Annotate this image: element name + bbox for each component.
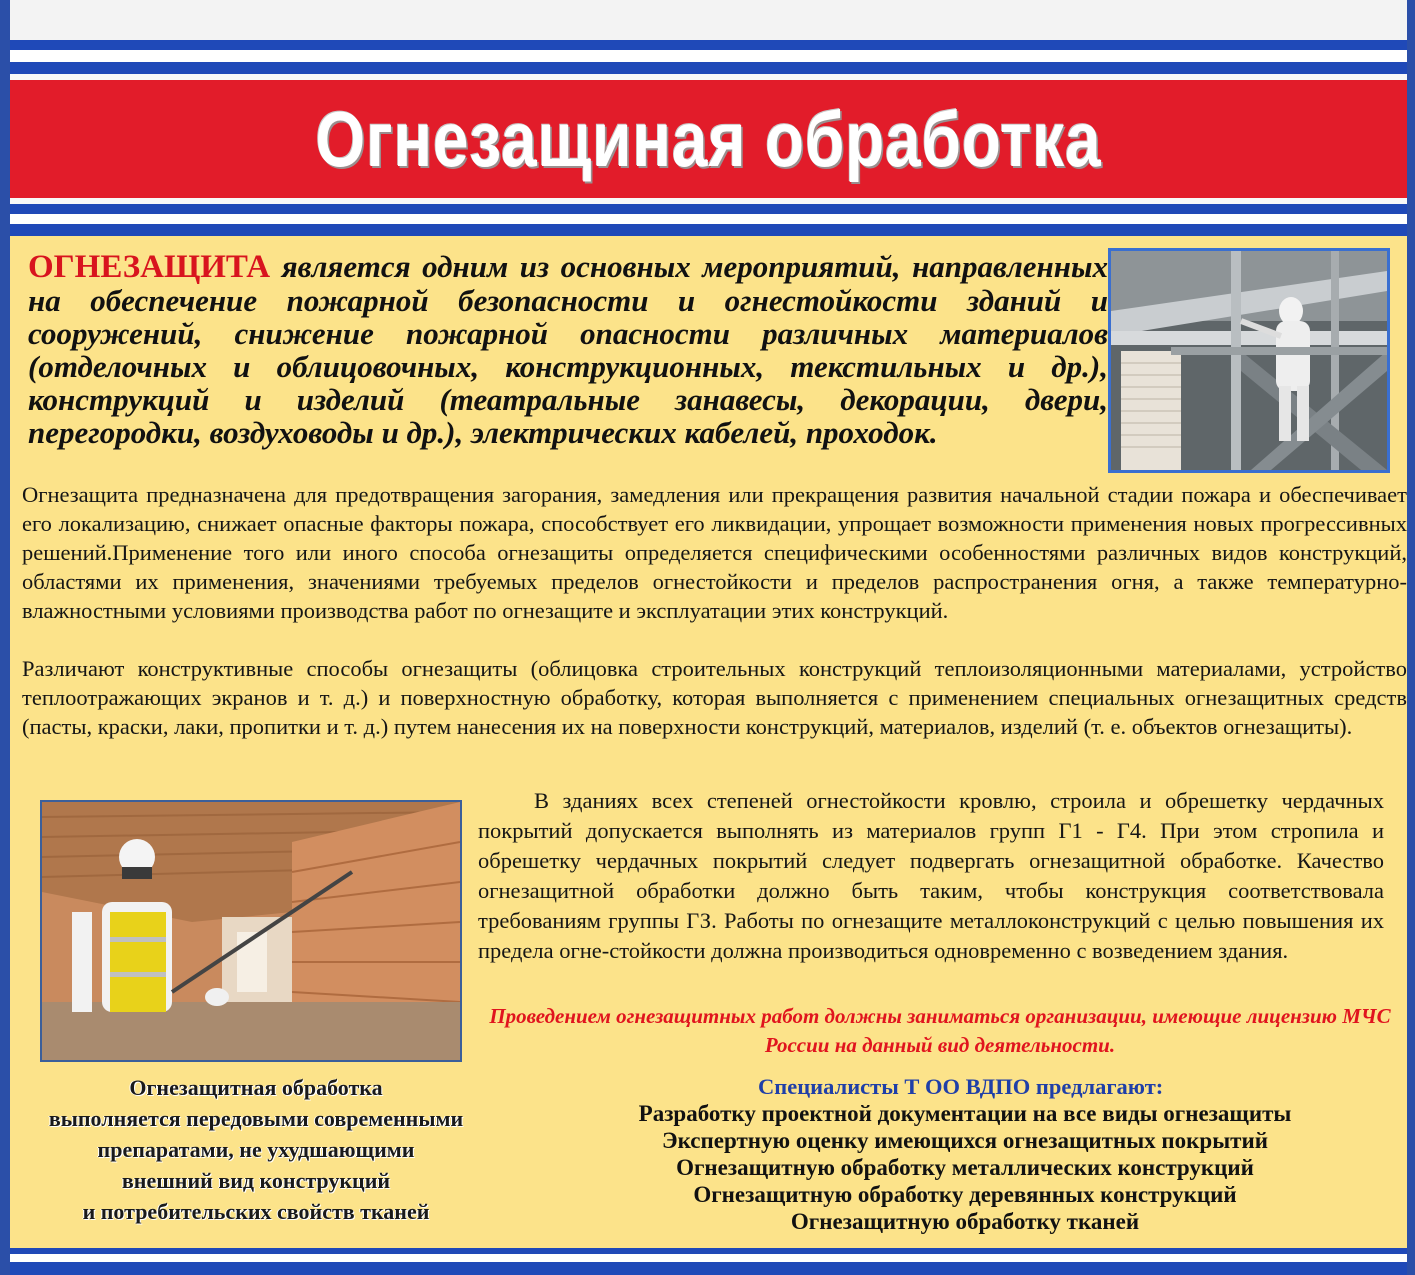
paragraph-1: Огнезащита предназначена для предотвращения загорания, замедления или прекращения развития начальной стадии пожара и обеспечивает его локализацию, снижает опасные факторы пожара, способствует его ликвидации, упрощает возможности применения новых прогрессивных решений.Применение того или иного способа огнезащиты определяется специфическими особенностями различных видов конструкций, областями их применения, значениями требуемых пределов огнестойкости и пределов распространения огня, а также температурно-влажностными условиями производства работ по огнезащите и эксплуатации этих конструкций. (22, 482, 1407, 623)
left-border (0, 0, 10, 1275)
caption-line: Огнезащитная обработка (129, 1075, 383, 1100)
stripe-blue (10, 224, 1407, 236)
paragraph-2: Различают конструктивные способы огнезащиты (облицовка строительных конструкций теплоизоляционными материалами, устройство теплоотражающих экранов и т. д.) и поверхностную обработку, которая выполняется с применением специальных огнезащитных средств (пасты, краски, лаки, пропитки и т. д.) путем нанесения их на поверхности конструкций, материалов, изделий (т. е. объектов огнезащиты). (22, 656, 1407, 739)
offer-item: Огнезащитную обработку тканей (790, 1209, 1140, 1234)
photo-wooden-wall-image (42, 802, 460, 1060)
caption-line: препаратами, не ухудшающими (97, 1137, 415, 1162)
intro-keyword: ОГНЕЗАЩИТА (28, 249, 271, 285)
offers-list (500, 1100, 1415, 1235)
license-note: Проведением огнезащитных работ должны заниматься организации, имеющие лицензию МЧС России на данный вид деятельности. (489, 1004, 1391, 1057)
stripe-blue (10, 204, 1407, 214)
bottom-stripe (10, 1262, 1407, 1275)
photo-steel-structure (1108, 248, 1390, 473)
offer-item: Разработку проектной документации на все виды огнезащиты (638, 1101, 1292, 1126)
offer-item: Огнезащитную обработку деревянных конструкций (693, 1182, 1237, 1207)
intro-text (28, 250, 1108, 449)
photo-caption (14, 1072, 498, 1227)
offers-heading: Специалисты Т ОО ВДПО предлагают: (758, 1074, 1164, 1099)
caption-line: и потребительских свойств тканей (82, 1199, 430, 1224)
photo-wooden-wall (40, 800, 462, 1062)
bottom-stripe (10, 1254, 1407, 1262)
offer-item: Экспертную оценку имеющихся огнезащитных покрытий (662, 1128, 1268, 1153)
caption-line: внешний вид конструкций (121, 1168, 391, 1193)
stripe-blue (10, 62, 1407, 74)
caption-line: выполняется передовыми современными (48, 1106, 464, 1131)
stripe-white (10, 50, 1407, 62)
top-border (10, 0, 1407, 40)
intro-body: является одним из основных мероприятий, направленных на обеспечение пожарной безопасности и огнестойкости зданий и сооружений, снижение пожарной опасности различных материалов (отделочных и облицовочных, конструкционных, текстильных и др.), конструкций и изделий (театральные занавесы, декорации, двери, перегородки, воздуховоды и др.), электрических кабелей, проходок. (28, 249, 1108, 450)
stripe-white (10, 214, 1407, 224)
right-border (1407, 0, 1415, 1275)
photo-steel-structure-image (1111, 251, 1387, 470)
page-title: Огнезащиная обработка (315, 94, 1102, 183)
offer-item: Огнезащитную обработку металлических конструкций (676, 1155, 1254, 1180)
stripe-blue (10, 40, 1407, 50)
paragraph-3: В зданиях всех степеней огнестойкости кровлю, строила и обрешетку чердачных покрытий допускается выполнять из материалов групп Г1 - Г4. При этом стропила и обрешетку чердачных покрытий следует подвергать огнезащитной обработке. Качество огнезащитной обработки должно быть таким, чтобы конструкция соответствовала требованиям группы ГЗ. Работы по огнезащите металлоконструкций с целью повышения их предела огне-стойкости должна производиться одновременно с возведением здания. (478, 788, 1384, 963)
